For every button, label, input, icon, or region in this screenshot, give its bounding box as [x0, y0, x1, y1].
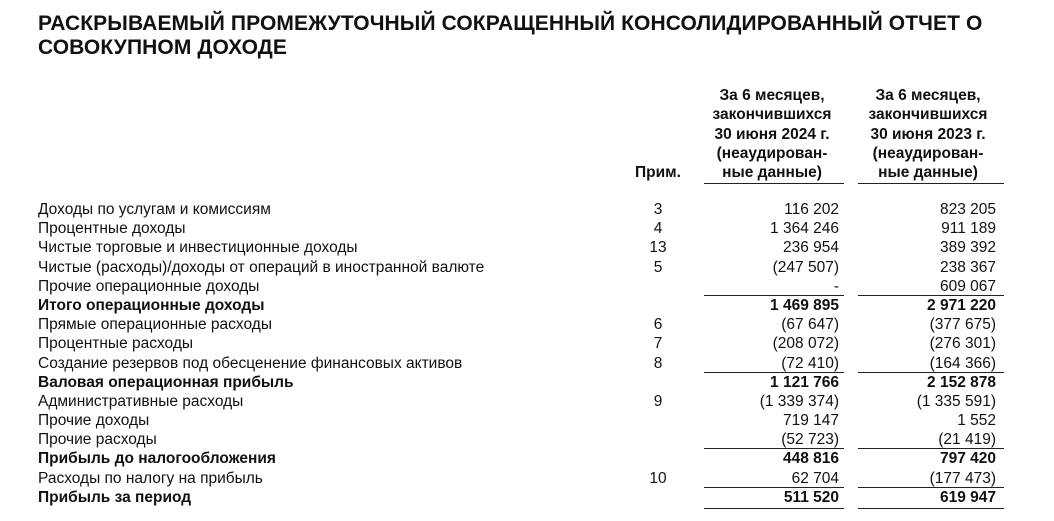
row-value-2024: 62 704 [791, 469, 839, 487]
row-value-2024: 1 121 766 [770, 373, 839, 391]
row-value-2023: 1 552 [957, 412, 996, 430]
row-label: Расходы по налогу на прибыль [38, 469, 263, 487]
column-header-2024-line: (неаудирован- [716, 144, 828, 162]
row-label: Доходы по услугам и комиссиям [38, 201, 271, 218]
row-value-2023: 911 189 [941, 220, 996, 238]
row-label: Процентные доходы [38, 220, 186, 238]
column-header-2024 [698, 86, 846, 182]
column-header-2024-line: 30 июня 2024 г. [714, 125, 830, 143]
table-row [0, 354, 1054, 373]
row-label: Прямые операционные расходы [38, 316, 272, 334]
row-value-2023: 823 205 [939, 201, 996, 218]
header-underline-2024 [704, 183, 844, 184]
report-title-line-2: СОВОКУПНОМ ДОХОДЕ [38, 36, 287, 59]
row-value-2024: (208 072) [772, 335, 839, 353]
row-label: Итого операционные доходы [38, 296, 265, 314]
row-value-2024: (1 339 374) [759, 392, 839, 410]
row-value-2023: 619 947 [939, 488, 996, 506]
row-value-2024: 719 147 [782, 412, 839, 430]
table-row-total [0, 449, 1054, 468]
table-row-total [0, 488, 1054, 507]
table-row [0, 430, 1054, 449]
row-value-2023: (164 366) [929, 354, 996, 372]
row-note: 5 [653, 258, 663, 276]
column-header-2023-line: ные данные) [878, 164, 978, 182]
row-label: Прочие доходы [38, 412, 150, 430]
table-row [0, 334, 1054, 353]
row-value-2023: 797 420 [939, 450, 996, 468]
row-value-2024: (52 723) [781, 431, 839, 449]
column-header-2023-line: закончившихся [868, 106, 988, 124]
column-header-2023-line: За 6 месяцев, [875, 87, 981, 104]
row-value-2024: 1 364 246 [770, 220, 839, 238]
column-header-2024-line: За 6 месяцев, [719, 87, 825, 104]
column-header-2024-line: ные данные) [722, 164, 822, 182]
column-header-2023-line: 30 июня 2023 г. [870, 125, 986, 143]
row-label: Валовая операционная прибыль [38, 373, 294, 391]
row-label: Административные расходы [38, 392, 244, 410]
report-title-line-1: РАСКРЫВАЕМЫЙ ПРОМЕЖУТОЧНЫЙ СОКРАЩЕННЫЙ КОНСОЛИДИРОВАННЫЙ ОТЧЕТ О [38, 12, 983, 35]
table-row [0, 277, 1054, 296]
row-value-2023: (21 419) [938, 431, 996, 449]
row-value-2023: (177 473) [929, 469, 996, 487]
table-row [0, 258, 1054, 277]
row-note: 10 [649, 469, 667, 487]
row-label: Чистые (расходы)/доходы от операций в иностранной валюте [38, 258, 485, 276]
row-label: Процентные расходы [38, 335, 194, 353]
row-value-2024: 448 816 [782, 450, 839, 468]
row-value-2024: (72 410) [781, 354, 839, 372]
row-value-2023: 609 067 [939, 277, 996, 295]
row-label: Прочие операционные доходы [38, 277, 260, 295]
table-row [0, 411, 1054, 430]
row-label: Прочие расходы [38, 431, 157, 449]
row-value-2024: 116 202 [784, 201, 839, 218]
row-label: Прибыль за период [38, 488, 192, 506]
table-row [0, 200, 1054, 219]
column-header-2023 [852, 86, 1004, 182]
row-label: Чистые торговые и инвестиционные доходы [38, 239, 358, 257]
row-value-2024: 1 469 895 [770, 296, 839, 314]
row-note: 6 [653, 316, 663, 334]
row-value-2024: 236 954 [782, 239, 839, 257]
row-value-2023: 238 367 [939, 258, 996, 276]
table-row [0, 392, 1054, 411]
column-header-2023-line: (неаудирован- [872, 144, 984, 162]
table-row [0, 238, 1054, 257]
row-value-2024: 511 520 [783, 488, 839, 506]
table-row [0, 315, 1054, 334]
income-statement-table [0, 200, 1054, 507]
row-label: Создание резервов под обесценение финансовых активов [38, 354, 463, 372]
column-header-note: Прим. [635, 164, 681, 181]
row-value-2023: (1 335 591) [916, 392, 996, 410]
final-double-rule [858, 508, 1004, 509]
header-underline-2023 [858, 183, 1004, 184]
row-note: 7 [653, 335, 663, 353]
row-value-2023: 2 152 878 [927, 373, 996, 391]
row-value-2023: 2 971 220 [927, 296, 996, 314]
row-note: 8 [653, 354, 663, 372]
table-row-total [0, 373, 1054, 392]
report-title [38, 12, 1028, 60]
table-row-total [0, 296, 1054, 315]
row-value-2023: (377 675) [929, 316, 996, 334]
row-note: 13 [649, 239, 667, 257]
row-value-2023: (276 301) [929, 335, 996, 353]
column-header-2024-line: закончившихся [712, 106, 832, 124]
table-row [0, 219, 1054, 238]
final-double-rule [704, 508, 844, 509]
row-value-2023: 389 392 [939, 239, 996, 257]
row-value-2024: - [833, 277, 839, 295]
row-note: 4 [653, 220, 663, 238]
row-value-2024: (247 507) [772, 258, 839, 276]
row-label: Прибыль до налогообложения [38, 450, 276, 468]
row-note: 3 [653, 201, 663, 218]
row-value-2024: (67 647) [781, 316, 839, 334]
table-row [0, 469, 1054, 488]
row-note: 9 [653, 392, 663, 410]
